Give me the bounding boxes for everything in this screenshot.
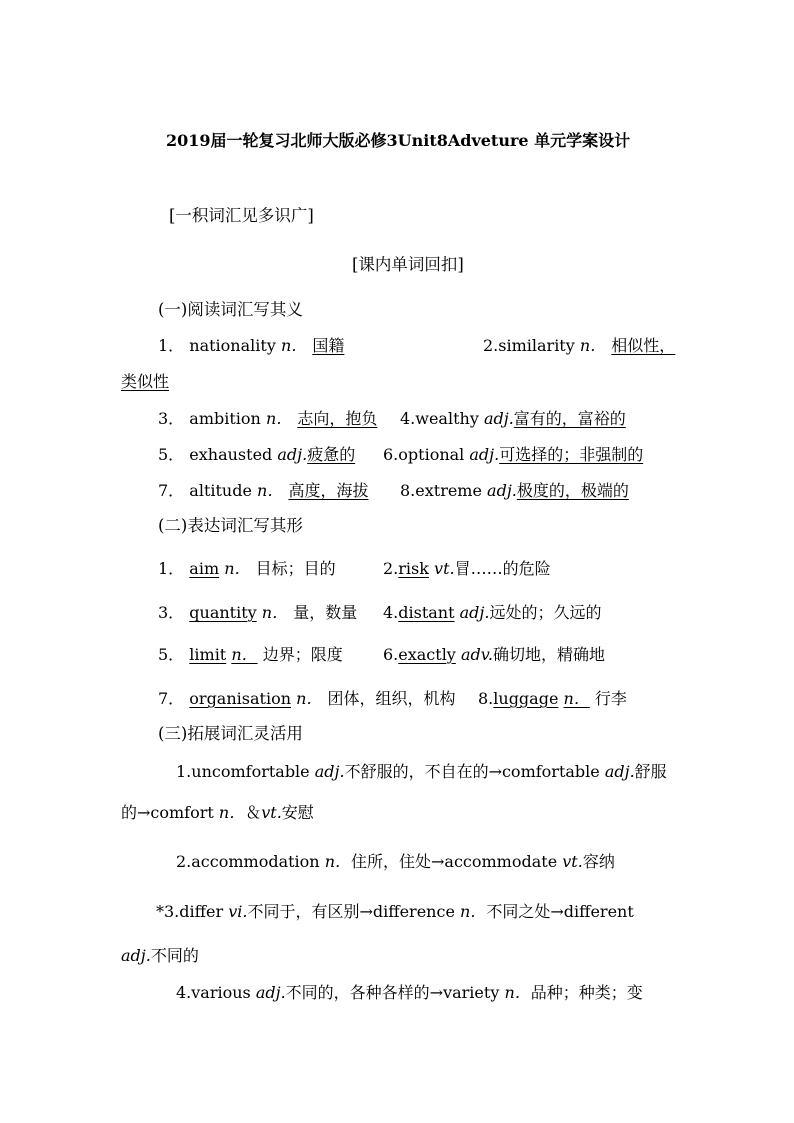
item-number: 8. (478, 689, 494, 708)
item-pos: adv. (460, 645, 493, 664)
part1-item-5 (158, 445, 355, 465)
pos: vt. (261, 803, 282, 822)
item-pos: n． (231, 645, 258, 664)
text: 住所，住处→accommodate (351, 852, 563, 871)
part2-item-5 (158, 645, 343, 665)
part1-item-3 (158, 409, 377, 429)
part3-heading: (三)拓展词汇灵活用 (158, 724, 303, 743)
text: 不同的 (150, 946, 199, 965)
item-answer: 极度的，极端的 (516, 481, 629, 500)
item-word: ambition (189, 409, 261, 428)
part2-item-2 (383, 559, 551, 579)
item-answer: risk (398, 559, 429, 578)
part1-item-7 (158, 481, 368, 501)
item-number: 7． (158, 689, 185, 708)
item-answer: exactly (398, 645, 456, 664)
item-number: 5． (158, 645, 185, 664)
part2-item-8 (478, 689, 627, 709)
part2-item-1 (158, 559, 336, 579)
text: 品种；种类；变 (530, 983, 643, 1002)
part2-heading: (二)表达词汇写其形 (158, 516, 303, 535)
item-pos: adj. (277, 445, 308, 464)
section-header: [一积词汇见多识广] (169, 206, 314, 225)
item-answer: 相似性， (611, 336, 676, 355)
item-pos: adj. (469, 445, 500, 464)
pos: n． (460, 902, 487, 921)
item-meaning: 确切地，精确地 (492, 645, 605, 664)
item-meaning: 行李 (594, 689, 627, 708)
part1-item-4 (400, 409, 626, 429)
part1-item-1 (158, 336, 344, 356)
item-meaning: 冒……的危险 (454, 559, 551, 578)
item-pos: n． (579, 336, 607, 355)
item-number: 2. (483, 336, 499, 355)
item-number: 6. (383, 445, 399, 464)
pos: vt. (562, 852, 583, 871)
pos: n． (324, 852, 351, 871)
item-number: 5． (158, 445, 185, 464)
item-answer: distant (398, 603, 455, 622)
text: 2.accommodation (176, 852, 325, 871)
item-pos: n． (296, 689, 323, 708)
item-word: extreme (415, 481, 482, 500)
item-pos: adj. (487, 481, 517, 500)
item-pos: n． (563, 689, 590, 708)
part3-item-1-line1 (176, 762, 667, 782)
item-number: 4. (383, 603, 399, 622)
pos: adj. (314, 762, 345, 781)
item-answer: limit (189, 645, 227, 664)
item-word: altitude (189, 481, 252, 500)
item-word: wealthy (415, 409, 479, 428)
part3-item-2-line1 (176, 852, 615, 872)
item-answer: aim (189, 559, 220, 578)
item-pos: n． (224, 559, 251, 578)
item-meaning: 量，数量 (293, 603, 358, 622)
item-number: 6. (383, 645, 399, 664)
part3-item-3-line1 (156, 902, 634, 922)
item-answer: 志向，抱负 (297, 409, 378, 428)
item-pos: vt. (434, 559, 455, 578)
item-meaning: 边界；限度 (262, 645, 343, 664)
item-pos: adj. (459, 603, 490, 622)
item-word: optional (398, 445, 465, 464)
text: 不同于，有区别→difference (247, 902, 460, 921)
text: 不同的，各种各样的→variety (285, 983, 505, 1002)
text: ＆ (245, 803, 262, 822)
pos: vi. (228, 902, 248, 921)
item-meaning: 目标；目的 (255, 559, 336, 578)
part1-item-8 (400, 481, 629, 501)
item-answer: organisation (189, 689, 291, 708)
part1-heading: (一)阅读词汇写其义 (158, 300, 303, 319)
item-number: 1． (158, 559, 185, 578)
item-meaning: 远处的；久远的 (489, 603, 602, 622)
part2-item-4 (383, 603, 601, 623)
item-answer: quantity (189, 603, 257, 622)
document-title: 2019届一轮复习北师大版必修3Unit8Adveture 单元学案设计 (166, 131, 631, 150)
item-meaning: 团体，组织，机构 (327, 689, 456, 708)
part2-item-6 (383, 645, 605, 665)
text: 1.uncomfortable (176, 762, 315, 781)
item-number: 2. (383, 559, 399, 578)
part3-item-3-line2 (121, 946, 199, 966)
part2-item-7 (158, 689, 456, 709)
pos: adj. (604, 762, 635, 781)
pos: n． (218, 803, 246, 822)
subsection-header: [课内单词回扣] (352, 255, 464, 274)
text: 4.various (176, 983, 256, 1002)
item-pos: n． (257, 481, 284, 500)
item-pos: n． (280, 336, 308, 355)
part3-item-4-line1 (176, 983, 643, 1003)
item-word: exhausted (189, 445, 273, 464)
part1-item-2-continued: 类似性 (121, 372, 170, 391)
text: 安慰 (281, 803, 314, 822)
part3-item-1-line2 (121, 803, 314, 823)
item-number: 8. (400, 481, 416, 500)
part2-item-3 (158, 603, 357, 623)
text: 不舒服的，不自在的→comfortable (344, 762, 605, 781)
item-answer: 高度，海拔 (288, 481, 369, 500)
item-pos: n． (261, 603, 289, 622)
item-number: 3． (158, 603, 185, 622)
pos: adj. (121, 946, 151, 965)
item-number: 7． (158, 481, 185, 500)
text: *3.differ (156, 902, 229, 921)
text: 不同之处→different (486, 902, 634, 921)
item-pos: adj. (483, 409, 514, 428)
text: 舒服 (634, 762, 667, 781)
text: 的→comfort (121, 803, 219, 822)
item-number: 3． (158, 409, 185, 428)
item-answer: 富有的，富裕的 (513, 409, 626, 428)
item-answer: 疲惫的 (307, 445, 356, 464)
item-answer: luggage (493, 689, 559, 708)
part1-item-6 (383, 445, 643, 465)
item-word: nationality (189, 336, 276, 355)
pos: n． (504, 983, 531, 1002)
text: 容纳 (582, 852, 615, 871)
item-number: 4. (400, 409, 416, 428)
part1-item-2 (483, 336, 675, 356)
item-word: similarity (498, 336, 575, 355)
item-number: 1． (158, 336, 185, 355)
item-answer: 国籍 (312, 336, 345, 355)
item-answer: 可选择的；非强制的 (499, 445, 644, 464)
item-pos: n． (265, 409, 293, 428)
pos: adj. (255, 983, 286, 1002)
